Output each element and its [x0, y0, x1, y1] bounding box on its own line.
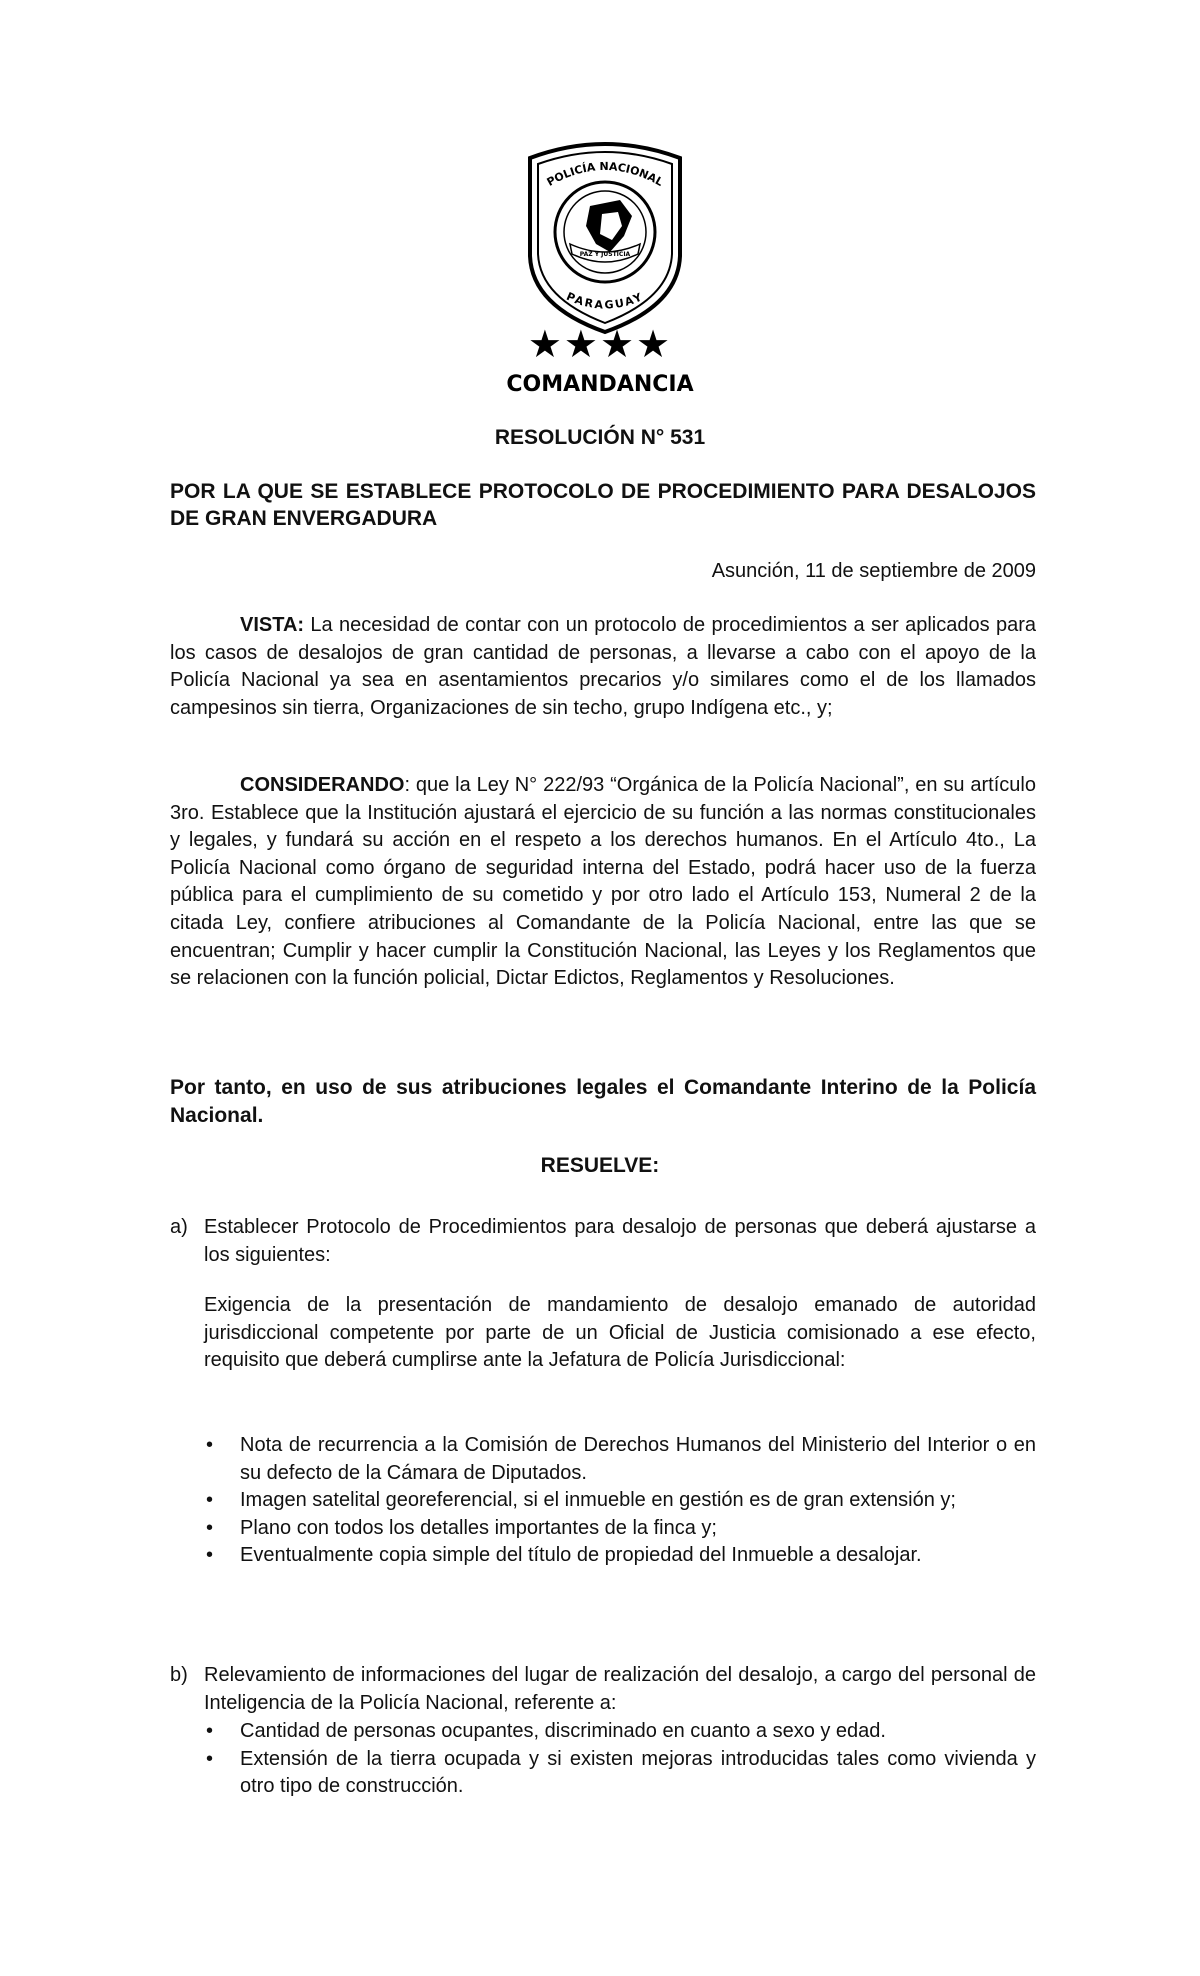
bullet-icon: •	[206, 1434, 214, 1456]
considerando-paragraph	[170, 772, 1036, 993]
item-b-bullet-list	[204, 1718, 1036, 1801]
list-item: • Extensión de la tierra ocupada y si existen mejoras introducidas tales como vivienda y otro tipo de construcción.	[206, 1747, 1036, 1798]
item-a-paragraph: Exigencia de la presentación de mandamiento de desalojo emanado de autoridad jurisdiccional competente por parte de un Oficial de Justicia comisionado a ese efecto, requisito que deberá cumplirse ante la Jefatura de Policía Jurisdiccional:	[204, 1294, 1036, 1372]
item-b-text: Relevamiento de informaciones del lugar de realización del desalojo, a cargo del personal de Inteligencia de la Policía Nacional, referente a:	[204, 1664, 1036, 1714]
item-a-marker: a)	[170, 1216, 188, 1238]
office-title: COMANDANCIA	[506, 372, 694, 397]
list-item-a	[170, 1214, 1036, 1269]
list-item: • Eventualmente copia simple del título de propiedad del Inmueble a desalojar.	[204, 1542, 1036, 1570]
list-item: • Plano con todos los detalles importantes de la finca y;	[204, 1515, 1036, 1543]
resolution-date: Asunción, 11 de septiembre de 2009	[711, 560, 1036, 582]
considerando-label: CONSIDERANDO	[240, 774, 405, 796]
vista-paragraph	[170, 612, 1036, 722]
vista-text: La necesidad de contar con un protocolo de procedimientos a ser aplicados para los casos de desalojos de gran cantidad de personas, a llevarse a cabo con el apoyo de la Policía Nacional ya sea en asentamientos precarios y/o similares como el de los llamados campesinos sin tierra, Organizaciones de sin techo, grupo Indígena etc., y;	[170, 614, 1036, 719]
resuelve-heading: RESUELVE:	[540, 1154, 660, 1177]
seal-bottom-text: PARAGUAY	[564, 289, 646, 312]
resolution-subject: POR LA QUE SE ESTABLECE PROTOCOLO DE PROCEDIMIENTO PARA DESALOJOS DE GRAN ENVERGADURA	[170, 480, 1036, 530]
item-a-text: Establecer Protocolo de Procedimientos para desalojo de personas que deberá ajustarse a los siguientes:	[204, 1216, 1036, 1266]
considerando-text: : que la Ley N° 222/93 “Orgánica de la Policía Nacional”, en su artículo 3ro. Establece que la Institución ajustará el ejercicio de su función a las normas constitucionales y legales, y fundará su acción en el respeto a los derechos humanos. En el Artículo 4to., La Policía Nacional como órgano de seguridad interna del Estado, podrá hacer uso de la fuerza pública para el cumplimiento de su cometido y por otro lado el Artículo 153, Numeral 2 de la citada Ley, confiere atribuciones al Comandante de la Policía Nacional, entre las que se encuentran; Cumplir y hacer cumplir la Constitución Nacional, las Leyes y los Reglamentos que se relacionen con la función policial, Dictar Edictos, Reglamentos y Resoluciones.	[170, 774, 1036, 990]
bullet-icon: •	[206, 1720, 214, 1742]
list-item: • Nota de recurrencia a la Comisión de Derechos Humanos del Ministerio del Interior o en su defecto de la Cámara de Diputados.	[206, 1434, 1036, 1484]
bullet-icon: •	[206, 1544, 214, 1567]
bullet-icon: •	[206, 1489, 214, 1512]
list-item-b	[170, 1662, 1036, 1717]
item-a-bullet-list	[204, 1432, 1036, 1570]
police-seal-logo	[520, 136, 690, 336]
bullet-icon: •	[206, 1516, 214, 1539]
resolution-number: RESOLUCIÓN N° 531	[494, 426, 706, 449]
seal-top-text: POLICÍA NACIONAL	[544, 159, 666, 189]
list-item: • Imagen satelital georeferencial, si el inmueble en gestión es de gran extensión y;	[204, 1487, 1036, 1515]
list-item: • Cantidad de personas ocupantes, discriminado en cuanto a sexo y edad.	[204, 1718, 1036, 1746]
rank-stars: ★★★★	[527, 322, 673, 366]
seal-ribbon-text: PAZ Y JUSTICIA	[579, 251, 631, 258]
vista-label: VISTA:	[240, 614, 305, 636]
bullet-icon: •	[206, 1747, 214, 1770]
item-b-marker: b)	[170, 1664, 188, 1686]
por-tanto-paragraph: Por tanto, en uso de sus atribuciones legales el Comandante Interino de la Policía Nacional.	[170, 1076, 1036, 1127]
